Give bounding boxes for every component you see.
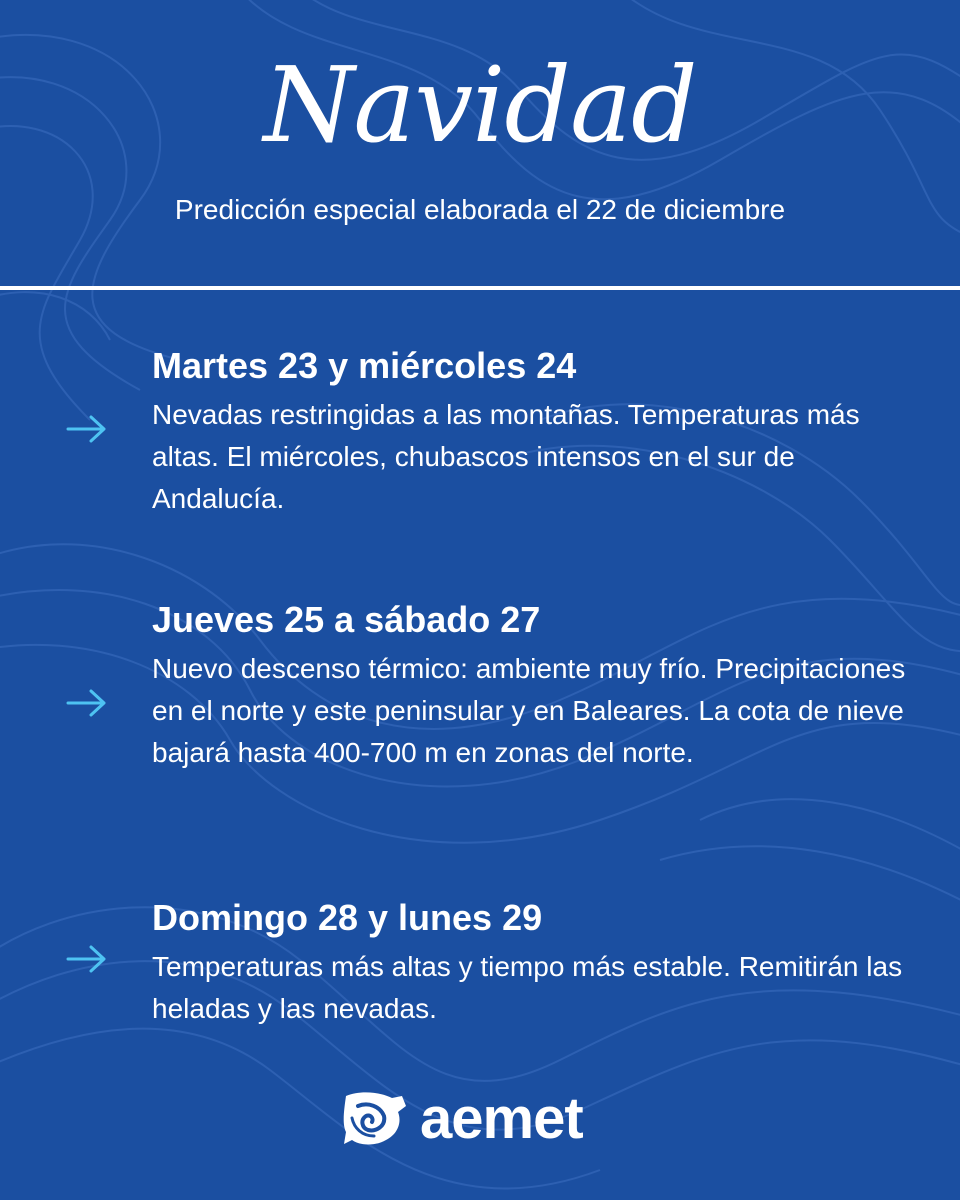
divider <box>0 286 960 290</box>
forecast-section <box>152 896 932 1030</box>
arrow-right-icon <box>66 944 108 974</box>
aemet-logo-text: aemet <box>420 1086 583 1151</box>
aemet-logo <box>340 1086 640 1152</box>
page-subtitle: Predicción especial elaborada el 22 de diciembre <box>174 194 786 225</box>
aemet-logo-icon <box>340 1088 410 1150</box>
section-text: Nevadas restringidas a las montañas. Temperaturas más altas. El miércoles, chubascos intensos en el sur de Andalucía. <box>152 399 860 514</box>
section-heading: Domingo 28 y lunes 29 <box>152 897 543 938</box>
page-title: Navidad <box>263 44 697 166</box>
section-heading: Martes 23 y miércoles 24 <box>152 345 577 386</box>
arrow-right-icon <box>66 414 108 444</box>
forecast-section <box>152 598 932 774</box>
section-heading: Jueves 25 a sábado 27 <box>152 599 541 640</box>
arrow-right-icon <box>66 688 108 718</box>
section-text: Temperaturas más altas y tiempo más estable. Remitirán las heladas y las nevadas. <box>152 951 903 1024</box>
forecast-section <box>152 344 932 520</box>
section-text: Nuevo descenso térmico: ambiente muy frío. Precipitaciones en el norte y este peninsular y en Baleares. La cota de nieve bajará hasta 400-700 m en zonas del norte. <box>152 653 906 768</box>
